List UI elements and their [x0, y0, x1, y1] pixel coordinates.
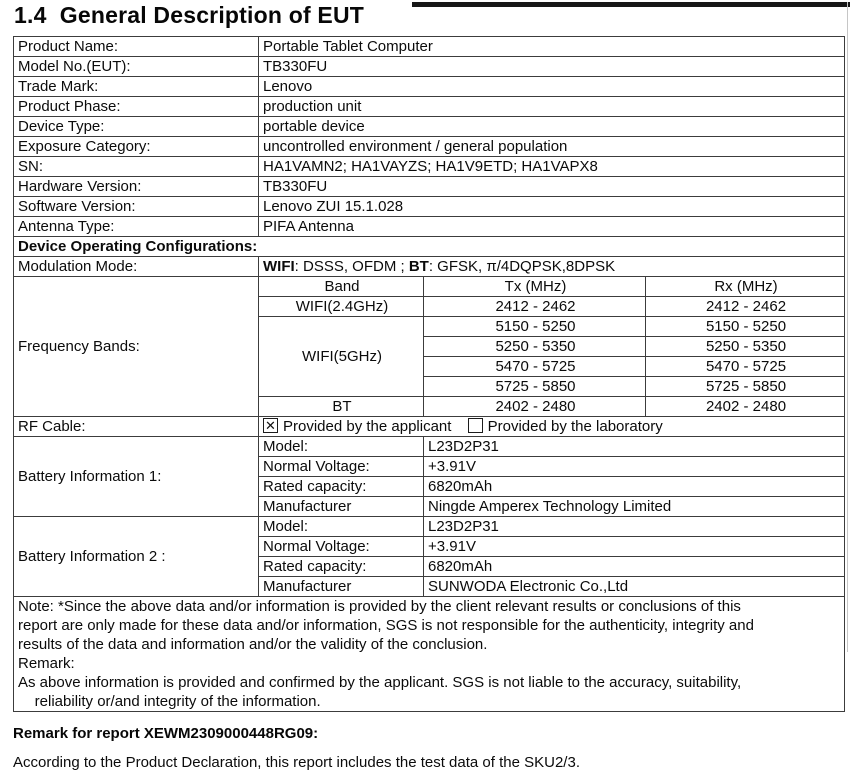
table-row [14, 57, 845, 77]
info-row-value: Lenovo ZUI 15.1.028 [259, 197, 845, 217]
battery-field-value: SUNWODA Electronic Co.,Ltd [424, 577, 845, 597]
frequency-col-band: Band [259, 277, 424, 297]
checkbox-unchecked-icon [468, 418, 483, 433]
battery-field-label: Normal Voltage: [259, 457, 424, 477]
table-row [14, 137, 845, 157]
table-row [14, 97, 845, 117]
footer [13, 725, 850, 771]
table-row [14, 37, 845, 57]
frequency-rx: 5250 - 5350 [646, 337, 845, 357]
rf-cable-option-label: Provided by the applicant [283, 418, 452, 435]
modulation-row [14, 257, 845, 277]
frequency-tx: 5150 - 5250 [424, 317, 646, 337]
battery-field-value: +3.91V [424, 537, 845, 557]
frequency-tx: 5470 - 5725 [424, 357, 646, 377]
frequency-tx: 5725 - 5850 [424, 377, 646, 397]
info-row-label: Antenna Type: [14, 217, 259, 237]
battery-field-label: Manufacturer [259, 577, 424, 597]
battery-field-value: +3.91V [424, 457, 845, 477]
battery-field-label: Normal Voltage: [259, 537, 424, 557]
report-remark-title: Remark for report XEWM2309000448RG09: [13, 725, 319, 742]
frequency-band: BT [259, 397, 424, 417]
frequency-rx: 5470 - 5725 [646, 357, 845, 377]
info-row-label: SN: [14, 157, 259, 177]
note-line: Note: *Since the above data and/or information is provided by the client relevant results or conclusions of this [18, 598, 741, 615]
battery-field-label: Model: [259, 437, 424, 457]
table-row [14, 217, 845, 237]
table-row [14, 197, 845, 217]
info-row-value: HA1VAMN2; HA1VAYZS; HA1V9ETD; HA1VAPX8 [259, 157, 845, 177]
battery-field-value: L23D2P31 [424, 437, 845, 457]
frequency-rx: 5150 - 5250 [646, 317, 845, 337]
info-row-label: Device Type: [14, 117, 259, 137]
rf-cable-row [14, 417, 845, 437]
note-line: report are only made for these data and/or information, SGS is not responsible for the authenticity, integrity and [18, 617, 754, 634]
battery1-row [14, 437, 845, 457]
frequency-header-row [14, 277, 845, 297]
note-row [14, 597, 845, 712]
rf-cable-option-label: Provided by the laboratory [487, 418, 663, 435]
info-row-value: TB330FU [259, 177, 845, 197]
eut-description-table [13, 36, 845, 712]
modulation-wifi-modes: : DSSS, OFDM ; [294, 258, 409, 275]
x-mark-icon: ✕ [265, 418, 276, 433]
frequency-tx: 5250 - 5350 [424, 337, 646, 357]
section-header: Device Operating Configurations: [14, 237, 845, 257]
battery-field-value: Ningde Amperex Technology Limited [424, 497, 845, 517]
info-row-value: Portable Tablet Computer [259, 37, 845, 57]
frequency-band: WIFI(2.4GHz) [259, 297, 424, 317]
table-row [14, 177, 845, 197]
frequency-bands-label: Frequency Bands: [14, 277, 259, 417]
info-row-value: PIFA Antenna [259, 217, 845, 237]
battery2-label: Battery Information 2 : [14, 517, 259, 597]
frequency-tx: 2412 - 2462 [424, 297, 646, 317]
checkbox-checked-icon [263, 418, 278, 433]
battery-field-label: Manufacturer [259, 497, 424, 517]
header-rule [412, 2, 850, 7]
frequency-tx: 2402 - 2480 [424, 397, 646, 417]
modulation-bt-modes: : GFSK, π/4DQPSK,8DPSK [428, 258, 616, 275]
report-remark-text: According to the Product Declaration, this report includes the test data of the SKU2/3. [13, 754, 580, 771]
rf-cable-option-laboratory [468, 417, 663, 436]
info-row-value: portable device [259, 117, 845, 137]
info-row-label: Hardware Version: [14, 177, 259, 197]
note-block [14, 597, 845, 712]
battery-field-value: 6820mAh [424, 557, 845, 577]
rf-cable-option-applicant [263, 417, 451, 436]
note-line: Remark: [18, 655, 75, 672]
table-row [14, 117, 845, 137]
battery-field-label: Model: [259, 517, 424, 537]
modulation-value [259, 257, 845, 277]
info-row-label: Software Version: [14, 197, 259, 217]
table-row [14, 157, 845, 177]
battery2-row [14, 517, 845, 537]
battery1-label: Battery Information 1: [14, 437, 259, 517]
battery-field-value: 6820mAh [424, 477, 845, 497]
section-header-row [14, 237, 845, 257]
info-row-label: Exposure Category: [14, 137, 259, 157]
info-row-label: Model No.(EUT): [14, 57, 259, 77]
section-title: 1.4 General Description of EUT [14, 2, 365, 28]
battery-field-value: L23D2P31 [424, 517, 845, 537]
modulation-label: Modulation Mode: [14, 257, 259, 277]
frequency-col-tx: Tx (MHz) [424, 277, 646, 297]
note-line: reliability or/and integrity of the information. [18, 693, 321, 710]
rf-cable-value [259, 417, 845, 437]
note-line: As above information is provided and confirmed by the applicant. SGS is not liable to the accuracy, suitability, [18, 674, 742, 691]
info-row-label: Trade Mark: [14, 77, 259, 97]
modulation-bt: BT [408, 258, 429, 275]
frequency-band: WIFI(5GHz) [259, 317, 424, 397]
info-row-label: Product Phase: [14, 97, 259, 117]
frequency-rx: 5725 - 5850 [646, 377, 845, 397]
note-line: results of the data and information and/or the validity of the conclusion. [18, 636, 488, 653]
frequency-col-rx: Rx (MHz) [646, 277, 845, 297]
page-edge-line [847, 2, 848, 652]
info-row-value: Lenovo [259, 77, 845, 97]
info-row-value: production unit [259, 97, 845, 117]
battery-field-label: Rated capacity: [259, 477, 424, 497]
info-row-value: uncontrolled environment / general population [259, 137, 845, 157]
frequency-rx: 2412 - 2462 [646, 297, 845, 317]
battery-field-label: Rated capacity: [259, 557, 424, 577]
rf-cable-label: RF Cable: [14, 417, 259, 437]
frequency-rx: 2402 - 2480 [646, 397, 845, 417]
modulation-wifi: WIFI [263, 258, 295, 275]
info-row-value: TB330FU [259, 57, 845, 77]
table-row [14, 77, 845, 97]
info-row-label: Product Name: [14, 37, 259, 57]
